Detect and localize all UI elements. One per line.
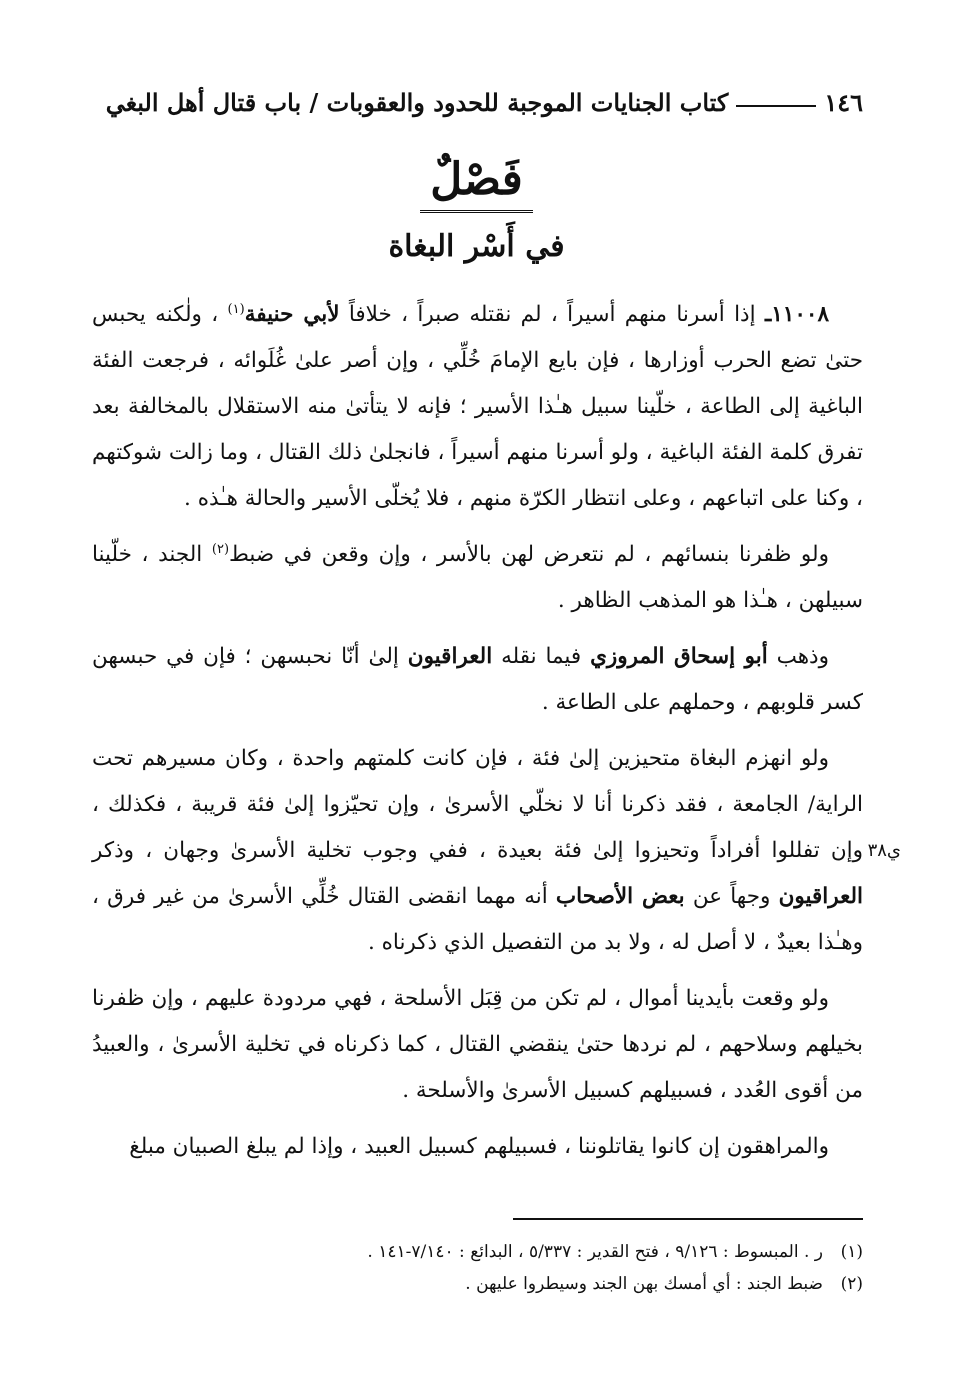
footnote-text: ر . المبسوط : ٩/١٢٦ ، فتح القدير : ٥/٣٣٧ ، البدائع : ٧/١٤٠-١٤١ . [367, 1242, 823, 1262]
footnote-number: (٢) [840, 1274, 863, 1294]
footnotes [92, 1236, 863, 1300]
paragraph-6 [92, 1124, 863, 1170]
name-highlight: لأبي حنيفة [244, 302, 340, 327]
header-rule [736, 105, 816, 107]
text-run: ولو ظفرنا بنسائهم ، لم نتعرض لهن بالأسر ، وإن وقعن في ضبط [229, 542, 829, 567]
section-ornament [0, 150, 953, 213]
name-highlight: العراقيون [407, 644, 493, 669]
name-highlight: أبو إسحاق المروزي [590, 644, 768, 669]
footnote-ref-2[interactable]: (٢) [211, 541, 230, 557]
footnote-text: ضبط الجند : أي أمسك بهن الجند وسيطروا عليهن . [465, 1274, 823, 1294]
name-highlight: بعض الأصحاب [555, 884, 685, 909]
text-run: ولو انهزم البغاة متحيزين إلىٰ فئة ، فإن كانت كلمتهم واحدة ، وكان مسيرهم تحت الراية/ الجامعة ، فقد ذكرنا أنا لا نخلّي الأسرىٰ ، وإن تحيّزوا إلىٰ فئة قريبة ، فكذلك ، وإن تفللوا أفراداً وتحيزوا إلىٰ فئة بعيدة ، ففي وجوب تخلية الأسرىٰ وجهان ، وذكر [92, 746, 863, 863]
section-ornament-label: فَصْلٌ [420, 150, 533, 213]
text-run: أنه مهما انقضى القتال خُلِّي الأسرىٰ من غير فرق ، وهـٰذا بعيدٌ ، لا أصل له ، ولا بد من التفصيل الذي ذكرناه . [92, 884, 863, 955]
text-run: ، ولٰكنه يحبس حتىٰ تضع الحرب أوزارها ، فإن بايع الإمامَ خُلِّي ، وإن أصر علىٰ غُلَوائه ، فرجعت الفئة الباغية إلى الطاعة ، خلّينا سبيل هـٰذا الأسير ؛ فإنه لا يتأتىٰ منه الاستقلال بالمخالفة بعد تفرق كلمة الفئة الباغية ، ولو أسرنا منهم أسيراً ، فانجلىٰ ذلك القتال ، وما زالت شوكتهم ، وكنا على اتباعهم ، وعلى انتظار الكرّة منهم ، فلا يُخلّى الأسير والحالة هـٰذه . [92, 302, 863, 511]
paragraph-1 [92, 292, 863, 522]
text-run: إلىٰ أنّا نحبسهن ؛ فإن في حبسهن كسر قلوبهم ، وحملهم على الطاعة . [92, 644, 863, 715]
paragraph-4 [92, 736, 863, 966]
margin-note: ي٣٨ [867, 840, 901, 861]
name-highlight: العراقيون [778, 884, 863, 909]
text-run: ولو وقعت بأيدينا أموال ، لم تكن من قِبَل الأسلحة ، فهي مردودة عليهم ، وإن ظفرنا بخيلهم وسلاحهم ، لم نردها حتىٰ ينقضي القتال ، كما ذكرناه في تخلية الأسرىٰ ، والعبيدُ من أقوى العُدد ، فسبيلهم كسبيل الأسرىٰ والأسلحة . [92, 986, 863, 1103]
text-run: وجهاً عن [684, 884, 779, 909]
body-text [92, 292, 863, 1180]
footnote-rule [513, 1218, 863, 1220]
footnote-ref-1[interactable]: (١) [227, 301, 245, 317]
footnote-number: (١) [840, 1242, 863, 1262]
paragraph-2 [92, 532, 863, 624]
text-run: وذهب [767, 644, 830, 669]
running-title: كتاب الجنايات الموجبة للحدود والعقوبات / باب قتال أهل البغي [105, 87, 729, 117]
footnote-1 [92, 1236, 863, 1268]
running-header [100, 82, 863, 122]
footnote-2 [92, 1268, 863, 1300]
text-run: الجند ، خلّينا سبيلهن ، هـٰذا هو المذهب الظاهر . [92, 542, 863, 613]
paragraph-3 [92, 634, 863, 726]
text-run: فيما نقله [492, 644, 591, 669]
section-title: في أَسْر البغاة [388, 229, 565, 264]
page-number: ١٤٦ [824, 87, 863, 117]
paragraph-5 [92, 976, 863, 1114]
text-run: إذا أسرنا منهم أسيراً ، لم نقتله صبراً ، خلافاً [339, 302, 765, 327]
issue-number: ١١٠٠٨ـ [764, 302, 829, 327]
text-run: والمراهقون إن كانوا يقاتلوننا ، فسبيلهم كسبيل العبيد ، وإذا لم يبلغ الصبيان مبلغ [129, 1134, 829, 1159]
